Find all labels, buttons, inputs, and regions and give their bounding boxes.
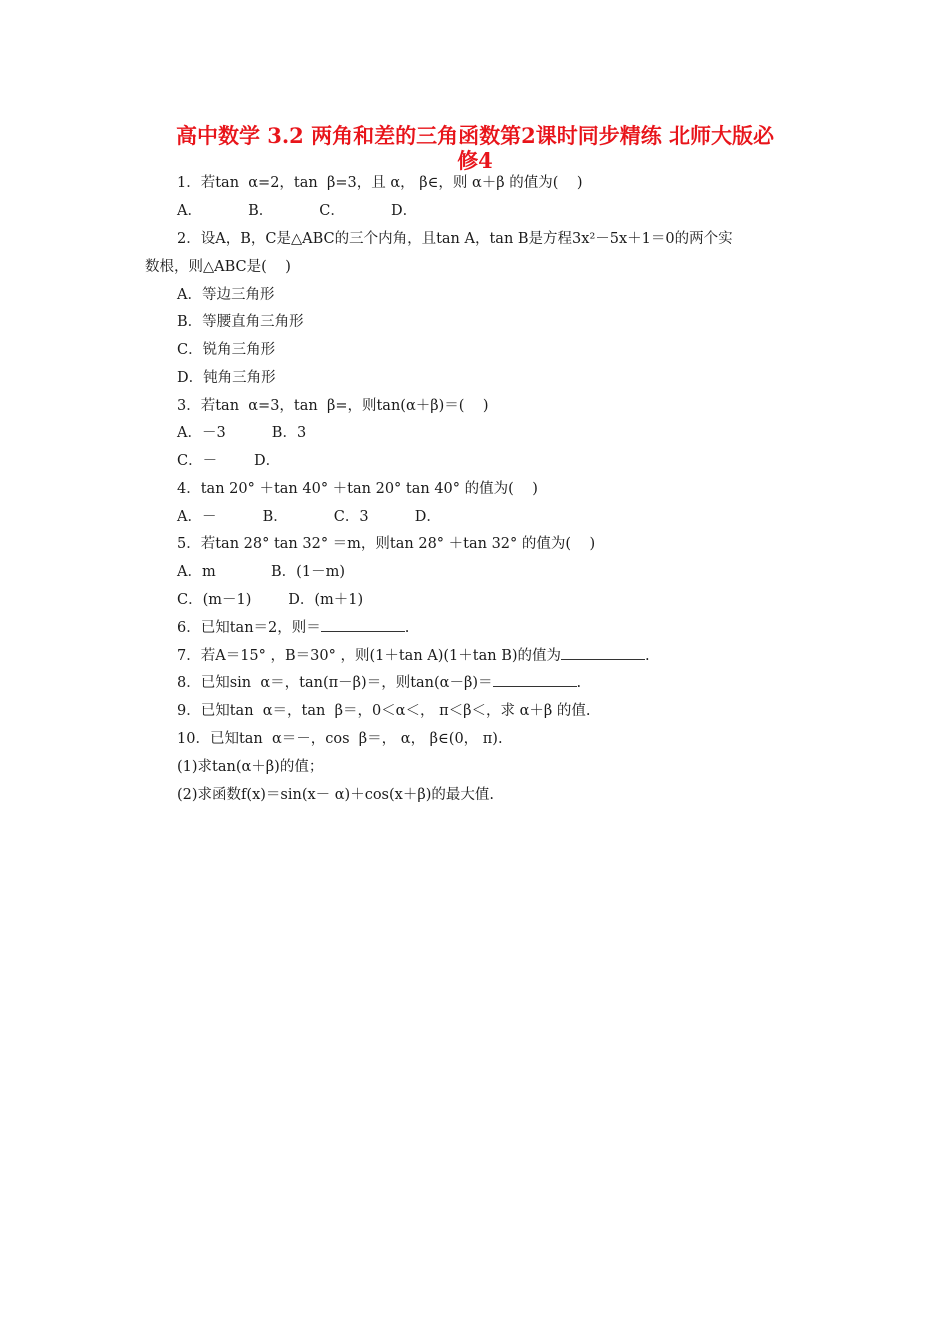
question-2-option-a: A．等边三角形	[177, 287, 275, 303]
question-3-options-ab: A．－3 B．3	[177, 425, 307, 441]
question-6	[177, 618, 409, 638]
question-8-answer-blank	[493, 686, 577, 687]
question-8-period: .	[576, 675, 582, 691]
question-2-option-d: D．钝角三角形	[177, 370, 276, 386]
question-8-text: 8．已知sin α＝，tan(π－β)＝，则tan(α－β)＝	[177, 675, 493, 691]
question-3-options-cd: C．－ D．	[177, 453, 281, 469]
question-5-options-cd: C．(m－1) D．(m＋1)	[177, 592, 364, 608]
question-2-option-c: C．锐角三角形	[177, 342, 276, 358]
question-5-options-ab: A．m B．(1－m)	[177, 564, 345, 580]
question-6-period: .	[404, 620, 410, 636]
question-4: 4．tan 20° ＋tan 40° ＋tan 20° tan 40° 的值为( )	[177, 481, 538, 497]
question-2: 2．设A，B，C是△ABC的三个内角，且tan A，tan B是方程3x²－5x＋1＝0的两个实	[177, 231, 733, 247]
question-9: 9．已知tan α＝，tan β＝，0＜α＜， π＜β＜，求 α＋β 的值.	[177, 703, 591, 719]
question-2-continued: 数根，则△ABC是( )	[145, 259, 291, 275]
document-title-line-1: 高中数学 3.2 两角和差的三角函数第2课时同步精练 北师大版必	[175, 123, 775, 148]
question-7-answer-blank	[561, 659, 645, 660]
question-1: 1．若tan α=2，tan β=3，且 α， β∈，则 α＋β 的值为( )	[177, 175, 583, 191]
question-6-answer-blank	[321, 631, 405, 632]
question-7-period: .	[645, 648, 650, 664]
document-title-line-2: 修4	[457, 148, 493, 173]
question-7	[177, 646, 650, 666]
question-3: 3．若tan α=3，tan β=，则tan(α＋β)＝( )	[177, 398, 489, 414]
question-10: 10．已知tan α＝－，cos β＝， α， β∈(0， π).	[177, 731, 503, 747]
question-10-part-2: (2)求函数f(x)＝sin(x－ α)＋cos(x＋β)的最大值.	[177, 787, 494, 803]
question-10-part-1: (1)求tan(α＋β)的值；	[177, 759, 324, 775]
question-5: 5．若tan 28° tan 32° ＝m，则tan 28° ＋tan 32° 的值为( )	[177, 536, 596, 552]
question-8	[177, 673, 581, 693]
question-6-text: 6．已知tan＝2，则＝	[177, 620, 321, 636]
question-7-text: 7．若A＝15° ，B＝30° ，则(1＋tan A)(1＋tan B)的值为	[177, 648, 562, 664]
question-2-option-b: B．等腰直角三角形	[177, 314, 304, 330]
question-4-options: A．－ B． C．3 D．	[177, 509, 441, 525]
question-1-options: A． B． C． D．	[177, 203, 418, 219]
